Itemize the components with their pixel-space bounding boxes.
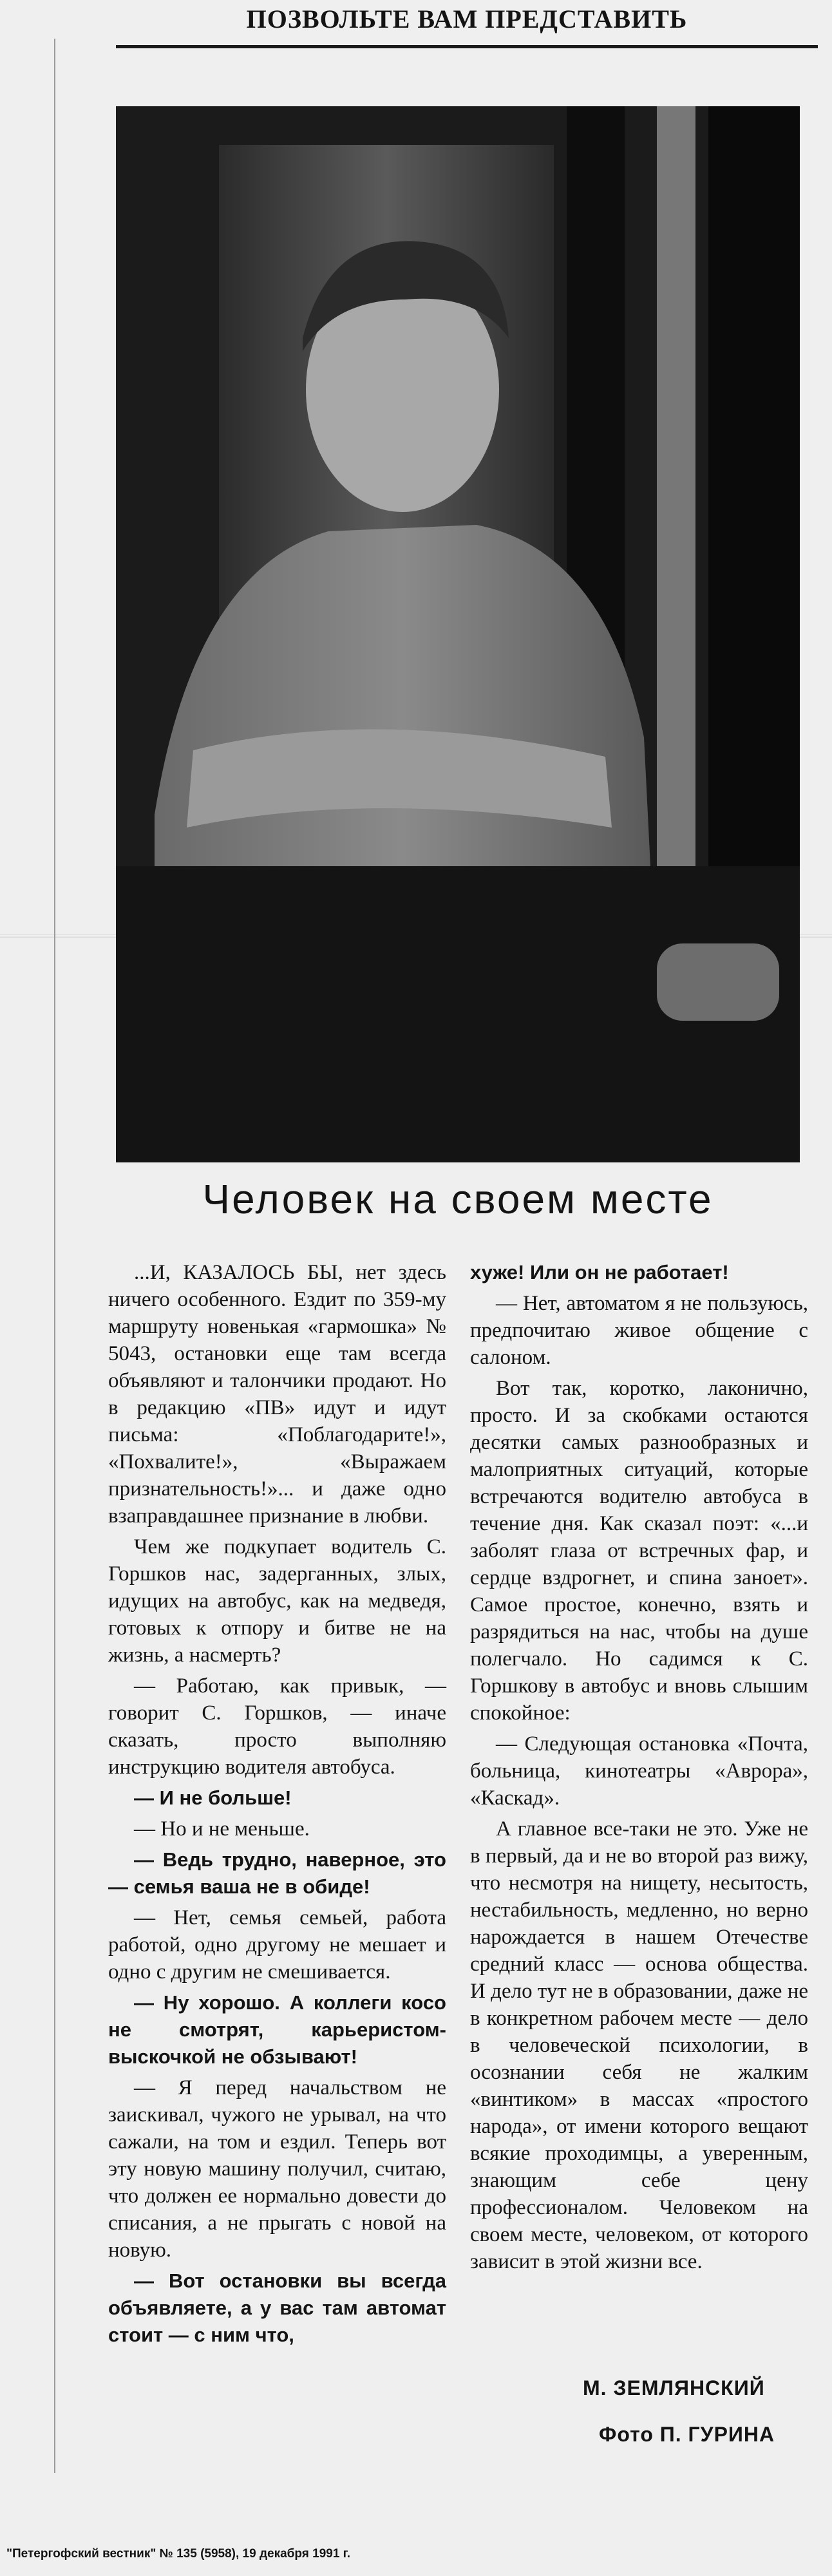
- interview-question: — Вот остановки вы всегда объявляете, а у вас там автомат стоит — с ним что,: [108, 2269, 446, 2346]
- margin-rule: [54, 39, 55, 2473]
- photo-credit: Фото П. ГУРИНА: [599, 2423, 775, 2446]
- interview-question: — И не больше!: [134, 1786, 292, 1809]
- rubric-underline: [116, 45, 818, 48]
- publication-footer: "Петергофский вестник" № 135 (5958), 19 декабря 1991 г.: [6, 2547, 350, 2561]
- right-column: [470, 1259, 808, 2279]
- paragraph: — Следующая остановка «Почта, больница, кинотеатры «Аврора», «Каскад».: [470, 1732, 808, 1810]
- interview-question: хуже! Или он не работает!: [470, 1261, 729, 1283]
- paragraph: — Работаю, как привык, — говорит С. Горшков, — иначе сказать, просто выполняю инструкцию водителя автобуса.: [108, 1674, 446, 1779]
- article-headline: Человек на своем месте: [202, 1176, 714, 1222]
- paragraph: — Нет, семья семьей, работа работой, одно другому не мешает и одно с другим не смешивается.: [108, 1906, 446, 1984]
- portrait-photo: [116, 106, 800, 1162]
- interview-question: — Ведь трудно, наверное, это — семья ваша не в обиде!: [108, 1848, 446, 1898]
- paragraph: Чем же подкупает водитель С. Горшков нас, задерганных, злых, идущих на автобус, как на медведя, готовых к отпору и битве не на жизнь, а насмерть?: [108, 1535, 446, 1667]
- rubric-title: ПОЗВОЛЬТЕ ВАМ ПРЕДСТАВИТЬ: [246, 5, 688, 33]
- paragraph: ...И, КАЗАЛОСЬ БЫ, нет здесь ничего особенного. Ездит по 359-му маршруту новенькая «гармошка» № 5043, остановки еще там всегда объявляют и талончики продают. Но в редакцию «ПВ» идут и идут письма: «Поблагодарите!», «Похвалите!», «Выражаем признательность!»... и даже одно взаправдашнее признание в любви.: [108, 1261, 446, 1528]
- paragraph: — Я перед начальством не заискивал, чужого не урывал, на что сажали, на том и ездил. Теперь вот эту новую машину получил, считаю, что должен ее нормально довести до списания, а не прыгать с новой на новую.: [108, 2076, 446, 2262]
- paragraph: А главное все-таки не это. Уже не в первый, да и не во второй раз вижу, что несмотря на нищету, несытость, нестабильность, медленно, но верно нарождается в нашем Отечестве средний класс — основа общества. И дело тут не в образовании, даже не в конкретном рабочем месте — дело в человеческой психологии, в осознании себя не жалким «винтиком» в массах «простого народа», от имени которого вещают всякие проходимцы, а уверенным, знающим себе цену профессионалом. Человеком на своем месте, человеком, от которого зависит в этой жизни все.: [470, 1817, 808, 2273]
- paragraph: — Нет, автоматом я не пользуюсь, предпочитаю живое общение с салоном.: [470, 1292, 808, 1369]
- bus-driver-photo: [116, 106, 800, 1162]
- author-signature: М. ЗЕМЛЯНСКИЙ: [583, 2376, 765, 2400]
- left-column: [108, 1259, 446, 2353]
- interview-question: — Ну хорошо. А коллеги косо не смотрят, карьеристом-выскочкой не обзывают!: [108, 1991, 446, 2068]
- paragraph: — Но и не меньше.: [134, 1817, 310, 1841]
- paragraph: Вот так, коротко, лаконично, просто. И за скобками остаются десятки самых разнообразных и малоприятных ситуаций, которые встречаются водителю автобуса в течение дня. Как сказал поэт: «...и заболят глаза от встречных фар, и сердце вздрогнет, и спина заноет». Самое простое, конечно, взять и разрядиться на нас, чтобы на душе полегчало. Но садимся к С. Горшкову в автобус и вновь слышим спокойное:: [470, 1377, 808, 1725]
